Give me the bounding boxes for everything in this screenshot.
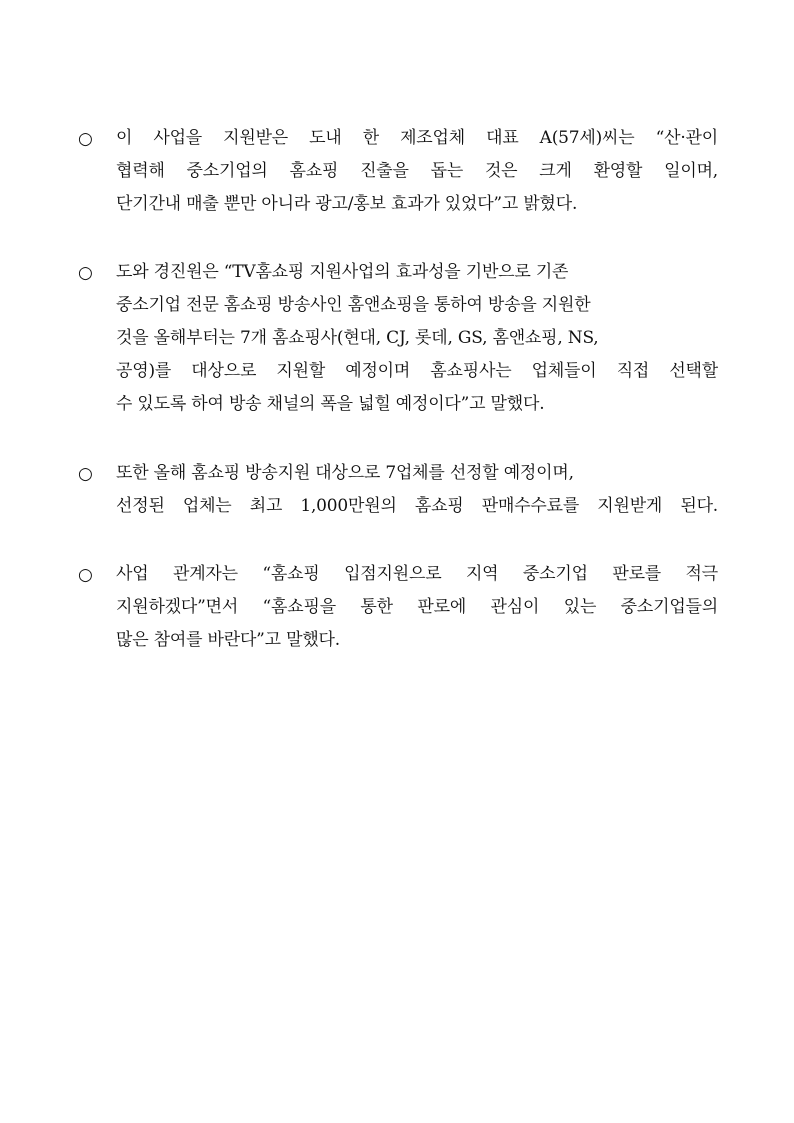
paragraph-4-text: [116, 558, 728, 657]
paragraph-line: 선정된 업체는 최고 1,000만원의 홈쇼핑 판매수수료를 지원받게 된다.: [116, 496, 718, 516]
paragraph-line: 협력해 중소기업의 홈쇼핑 진출을 돕는 것은 크게 환영할 일이며,: [116, 161, 718, 181]
paragraph-line: 이 사업을 지원받은 도내 한 제조업체 대표 A(57세)씨는 “산·관이: [116, 128, 718, 148]
paragraph-line: 수 있도록 하여 방송 채널의 폭을 넓힐 예정이다”고 말했다.: [116, 394, 545, 414]
paragraph-line: 사업 관계자는 “홈쇼핑 입점지원으로 지역 중소기업 판로를 적극: [116, 564, 718, 584]
paragraph-1-text: [116, 122, 728, 221]
paragraph-1: [78, 122, 728, 221]
paragraph-line: 지원하겠다”면서 “홈쇼핑을 통한 판로에 관심이 있는 중소기업들의: [116, 597, 718, 617]
paragraph-line: 중소기업 전문 홈쇼핑 방송사인 홈앤쇼핑을 통하여 방송을 지원한: [116, 295, 591, 315]
paragraph-3-text: [116, 457, 728, 523]
paragraph-2-text: [116, 256, 728, 421]
bullet-circle: ○: [78, 129, 93, 149]
paragraph-line: 공영)를 대상으로 지원할 예정이며 홈쇼핑사는 업체들이 직접 선택할: [116, 361, 718, 381]
paragraph-4: [78, 558, 728, 657]
paragraph-2: [78, 256, 728, 421]
paragraph-line: 것을 올해부터는 7개 홈쇼핑사(현대, CJ, 롯데, GS, 홈앤쇼핑, NS,: [116, 328, 599, 348]
paragraph-line: 도와 경진원은 “TV홈쇼핑 지원사업의 효과성을 기반으로 기존: [116, 262, 569, 282]
bullet-circle: ○: [78, 263, 93, 283]
bullet-circle: ○: [78, 565, 93, 585]
bullet-circle: ○: [78, 464, 93, 484]
paragraph-line: 단기간내 매출 뿐만 아니라 광고/홍보 효과가 있었다”고 밝혔다.: [116, 194, 578, 214]
paragraph-3: [78, 457, 728, 523]
paragraph-line: 또한 올해 홈쇼핑 방송지원 대상으로 7업체를 선정할 예정이며,: [116, 463, 574, 483]
paragraph-line: 많은 참여를 바란다”고 말했다.: [116, 630, 340, 650]
